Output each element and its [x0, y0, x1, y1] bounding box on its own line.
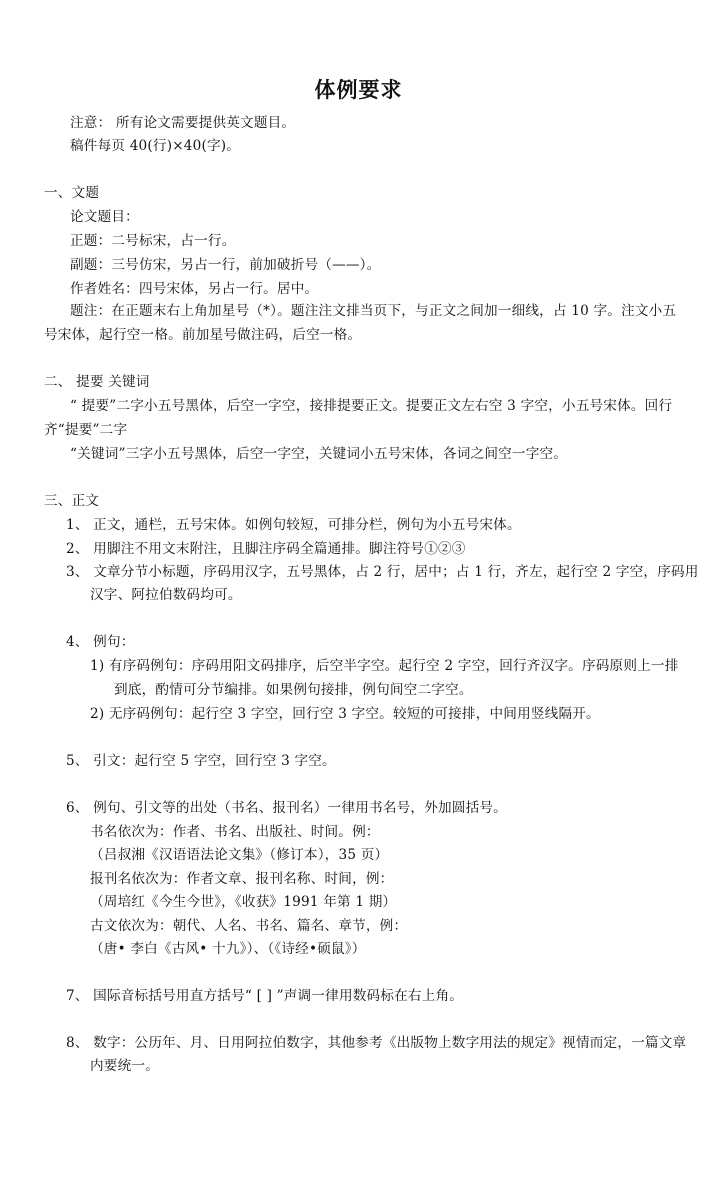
body-line: 副题：三号仿宋，另占一行，前加破折号（——）。: [70, 257, 381, 273]
sub-item: 2) 无序码例句：起行空 3 字空，回行空 3 字空。较短的可接排，中间用竖线隔开。: [90, 706, 600, 722]
body-line: 论文题目：: [70, 209, 139, 225]
example-line: 书名依次为：作者、书名、出版社、时间。例：: [90, 824, 380, 840]
list-item: 1、 正文，通栏，五号宋体。如例句较短，可排分栏，例句为小五号宋体。: [66, 517, 521, 533]
list-item-continuation: 汉字、阿拉伯数码均可。: [90, 587, 242, 603]
list-item: 5、 引文：起行空 5 字空，回行空 3 字空。: [66, 753, 336, 769]
body-line: 正题：二号标宋，占一行。: [70, 233, 236, 249]
list-item: 6、 例句、引文等的出处（书名、报刊名）一律用书名号，外加圆括号。: [66, 800, 507, 816]
note-line: 注意： 所有论文需要提供英文题目。: [70, 115, 296, 131]
example-line: （唐• 李白《古风• 十九》）、（《诗经•硕鼠》）: [90, 941, 366, 957]
body-line: 齐“提要”二字: [44, 422, 128, 438]
body-line: “关键词”三字小五号黑体，后空一字空，关键词小五号宋体，各词之间空一字空。: [70, 446, 568, 462]
example-line: （吕叔湘《汉语语法论文集》（修订本），35 页）: [90, 847, 389, 863]
sub-item-continuation: 到底，酌情可分节编排。如果例句接排，例句间空二字空。: [114, 682, 473, 698]
list-item: 8、 数字：公历年、月、日用阿拉伯数字，其他参考《出版物上数字用法的规定》视情而定，一篇文章: [66, 1035, 687, 1051]
body-line: 号宋体，起行空一格。前加星号做注码，后空一格。: [44, 327, 362, 343]
list-item: 3、 文章分节小标题，序码用汉字，五号黑体，占 2 行，居中；占 1 行，齐左，起行空 2 字空，序码用: [66, 564, 699, 580]
body-line: “ 提要”二字小五号黑体，后空一字空，接排提要正文。提要正文左右空 3 字空，小五号宋体。回行: [70, 398, 673, 414]
example-line: （周培红《今生今世》，《收获》1991 年第 1 期）: [90, 894, 397, 910]
page-title: 体例要求: [314, 78, 403, 102]
note-line: 稿件每页 40(行)×40(字)。: [70, 138, 241, 154]
example-line: 报刊名依次为：作者文章、报刊名称、时间，例：: [90, 871, 394, 887]
section-heading: 二、 提要 关键词: [44, 374, 150, 390]
list-item: 4、 例句：: [66, 634, 135, 650]
section-heading: 三、正文: [44, 493, 100, 509]
body-line: 题注：在正题末右上角加星号（*）。题注注文排当页下，与正文之间加一细线，占 10 字。注文小五: [70, 303, 677, 319]
list-item: 7、 国际音标括号用直方括号“ [ ] ”声调一律用数码标在右上角。: [66, 988, 464, 1004]
body-line: 作者姓名：四号宋体，另占一行。居中。: [70, 281, 319, 297]
section-heading: 一、文题: [44, 185, 100, 201]
list-item: 2、 用脚注不用文末附注，且脚注序码全篇通排。脚注符号①②③: [66, 541, 466, 557]
list-item-continuation: 内要统一。: [90, 1058, 159, 1074]
sub-item: 1) 有序码例句：序码用阳文码排序，后空半字空。起行空 2 字空，回行齐汉字。序码原则上一排: [90, 658, 679, 674]
example-line: 古文依次为：朝代、人名、书名、篇名、章节，例：: [90, 918, 408, 934]
